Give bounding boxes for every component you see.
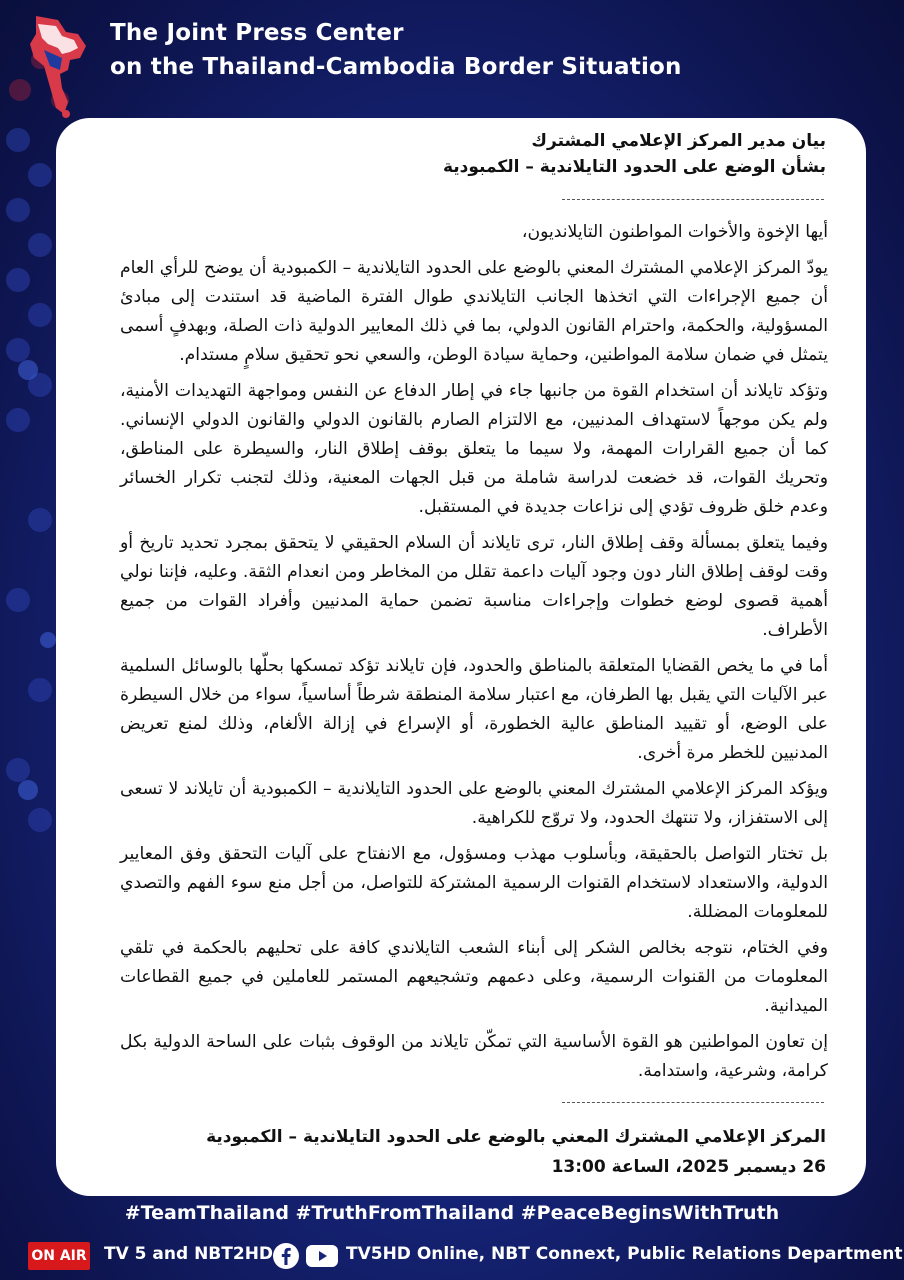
youtube-icon (305, 1244, 339, 1268)
paragraph: وفيما يتعلق بمسألة وقف إطلاق النار، ترى تايلاند أن السلام الحقيقي لا يتحقق بمجرد تحديد تاريخ أو وقت لوقف إطلاق النار دون وجود آليات داعمة تقلل من المخاطر ومن انعدام الثقة. وعليه، فإننا نولي أهمية قصوى لوضع خطوات وإجراءات مناسبة تضمن حماية المدنيين وأفراد القوات من جميع الأطراف. (120, 533, 828, 640)
paragraph: يودّ المركز الإعلامي المشترك المعني بالوضع على الحدود التايلاندية – الكمبودية أن يوضح للرأي العام أن جميع الإجراءات التي اتخذها الجانب التايلاندي طوال الفترة الماضية قد استندت إلى مبادئ المسؤولية، والحكمة، واحترام القانون الدولي، بما في ذلك المعايير الدولية ذات الصلة، وبهدفٍ أسمى يتمثل في ضمان سلامة المواطنين، وحماية سيادة الوطن، والسعي نحو تحقيق سلامٍ مستدام. (120, 258, 828, 365)
statement-body (120, 218, 828, 1093)
paragraph: ويؤكد المركز الإعلامي المشترك المعني بالوضع على الحدود التايلاندية – الكمبودية أن تايلاند لا تسعى إلى الاستفزاز، ولا تنتهك الحدود، ولا تروّج للكراهية. (120, 779, 828, 828)
divider-bottom (562, 1102, 824, 1103)
heading-line1: بيان مدير المركز الإعلامي المشترك (531, 131, 826, 151)
paragraph: بل تختار التواصل بالحقيقة، وبأسلوب مهذب ومسؤول، مع الانفتاح على آليات التحقق وفق المعايير الدولية، والاستعداد لاستخدام القنوات الرسمية المشتركة للتواصل، من أجل منع سوء الفهم والتصدي للمعلومات المضللة. (120, 844, 828, 922)
signature-date: 26 ديسمبر 2025، الساعة 13:00 (551, 1157, 826, 1177)
header-title-line1: The Joint Press Center (110, 20, 404, 46)
paragraph: إن تعاون المواطنين هو القوة الأساسية التي تمكّن تايلاند من الوقوف بثبات على الساحة الدولية بكل كرامة، وشرعية، واستدامة. (120, 1032, 828, 1081)
on-air-badge: ON AIR (28, 1242, 90, 1270)
facebook-icon (272, 1242, 300, 1270)
divider-top (562, 199, 824, 200)
header-title-line2: on the Thailand-Cambodia Border Situation (110, 54, 682, 80)
paragraph-greeting: أيها الإخوة والأخوات المواطنون التايلانديون، (521, 222, 828, 242)
hashtags: #TeamThailand #TruthFromThailand #PeaceBeginsWithTruth (124, 1202, 780, 1224)
paragraph: أما في ما يخص القضايا المتعلقة بالمناطق والحدود، فإن تايلاند تؤكد تمسكها بحلّها بالوسائل السلمية عبر الآليات التي يقبل بها الطرفان، مع اعتبار سلامة المنطقة شرطاً أساسياً، سواء من خلال السيطرة على الوضع، أو تقييد المناطق عالية الخطورة، أو الإسراع في إزالة الألغام، وذلك لمنع تعريض المدنيين للخطر مرة أخرى. (120, 656, 828, 763)
signature-block (126, 1122, 826, 1182)
statement-heading (126, 128, 826, 180)
heading-line2: بشأن الوضع على الحدود التايلاندية – الكمبودية (442, 157, 826, 177)
thailand-map-logo-icon (22, 14, 92, 124)
signature-organization: المركز الإعلامي المشترك المعني بالوضع على الحدود التايلاندية – الكمبودية (206, 1127, 826, 1147)
paragraph: وفي الختام، نتوجه بخالص الشكر إلى أبناء الشعب التايلاندي كافة على تحليهم بالحكمة في تلقي المعلومات من القنوات الرسمية، وعلى دعمهم وتشجيعهم المستمر للعاملين في جميع القطاعات الميدانية. (120, 938, 828, 1016)
paragraph: وتؤكد تايلاند أن استخدام القوة من جانبها جاء في إطار الدفاع عن النفس ومواجهة التهديدات الأمنية، ولم يكن موجهاً لاستهداف المدنيين، مع الالتزام الصارم بالقانون الدولي والقانون الدولي الإنساني. كما أن جميع القرارات المهمة، ولا سيما ما يتعلق بوقف إطلاق النار، والسيطرة على المناطق، وتحريك القوات، قد خضعت لدراسة شاملة من قبل الجهات المعنية، وذلك لتجنب تكرار الخسائر وعدم خلق ظروف تؤدي إلى نزاعات جديدة في المستقبل. (120, 381, 828, 517)
online-platforms: TV5HD Online, NBT Connext, Public Relations Department (346, 1244, 903, 1264)
header (0, 0, 904, 118)
tv-channels: TV 5 and NBT2HD (104, 1244, 274, 1264)
